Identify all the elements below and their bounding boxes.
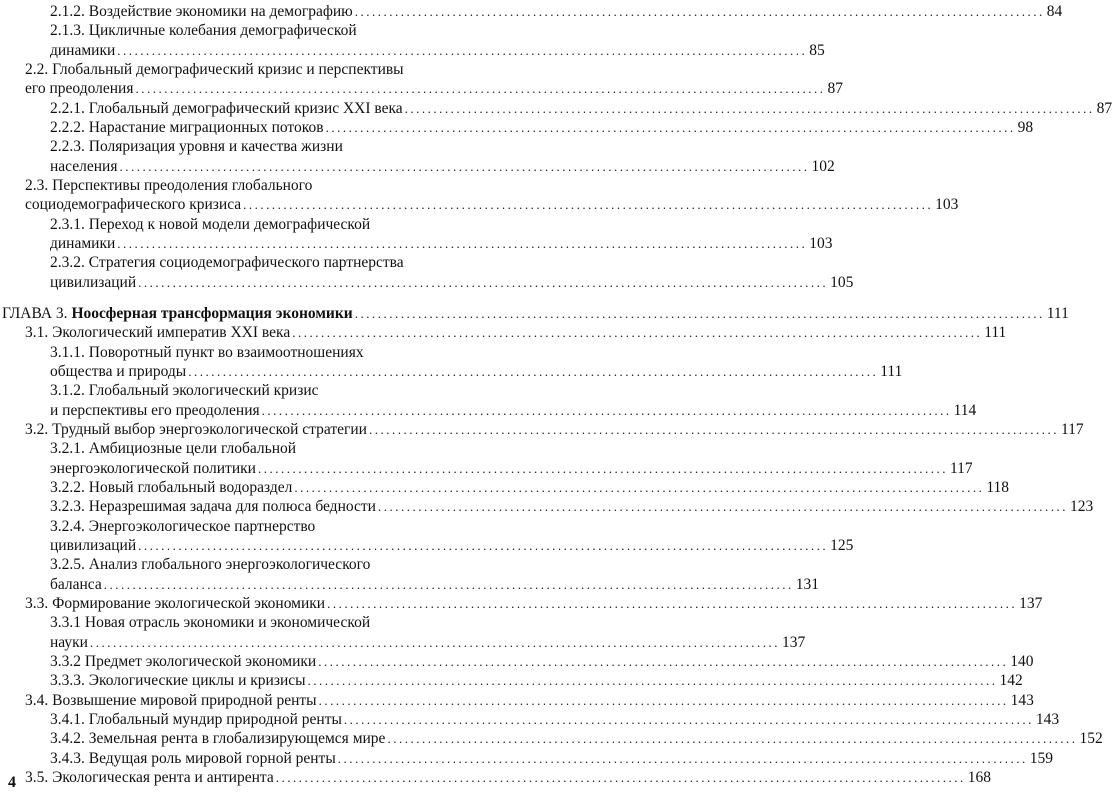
toc-entry: [50, 2, 1063, 22]
toc-entry-title: [25, 691, 317, 711]
toc-leader-dots: ........................................................................................................................: [318, 654, 1009, 669]
toc-entry-title: [50, 215, 370, 235]
toc-leader-dots: ........................................................................................................................: [138, 275, 829, 290]
toc-entry-text: 3.3.2 Предмет экологической экономики: [50, 653, 317, 670]
toc-entry-text: его преодоления: [25, 80, 134, 97]
toc-page-number: 137: [1019, 595, 1043, 612]
toc-page-number: 102: [811, 158, 835, 175]
toc-leader-dots: ........................................................................................................................: [243, 197, 934, 212]
toc-entry-text: 3.3. Формирование экологической экономики: [25, 595, 326, 612]
toc-entry-title: [50, 401, 260, 421]
toc-entry-title: [50, 536, 136, 556]
toc-entry-title: [25, 594, 325, 614]
toc-entry-text: 2.3.2. Стратегия социодемографического партнерства: [50, 254, 404, 271]
toc-entry-title: [50, 157, 117, 177]
toc-leader-dots: ........................................................................................................................: [368, 422, 1059, 437]
toc-entry: [50, 729, 1103, 749]
toc-entry-title: [25, 768, 274, 788]
toc-leader-dots: ........................................................................................................................: [343, 712, 1034, 727]
toc-entry: [50, 652, 1034, 672]
toc-entry: [50, 118, 1034, 138]
toc-page-number: 98: [1017, 119, 1034, 136]
toc-entry: [50, 497, 1094, 517]
toc-entry: [50, 575, 820, 595]
toc-page-number: 103: [935, 196, 959, 213]
toc-entry-title: [50, 517, 315, 537]
toc-leader-dots: ........................................................................................................................: [294, 480, 985, 495]
toc-entry-title: [50, 137, 343, 157]
toc-entry: [25, 195, 959, 215]
toc-page-number: 152: [1079, 730, 1103, 747]
toc-entry-text: 2.2.3. Поляризация уровня и качества жизни: [50, 138, 343, 155]
toc-entry-title: [50, 459, 256, 479]
toc-page-number: 84: [1046, 3, 1063, 20]
toc-entry-title: [50, 234, 115, 254]
toc-entry: [50, 749, 1053, 769]
toc-page-number: 137: [781, 634, 806, 651]
toc-chapter-title: Ноосферная трансформация экономики: [71, 305, 353, 322]
toc-entry-title: [50, 710, 342, 730]
toc-entry-text: 3.1.1. Поворотный пункт во взаимоотношениях: [50, 344, 364, 361]
toc-entry: [50, 215, 496, 235]
toc-entry: [50, 253, 496, 273]
toc-entry-title: [50, 381, 319, 401]
toc-page-number: 87: [1096, 100, 1112, 117]
toc-entry-title: [50, 343, 364, 363]
toc-entry-text: 3.2.1. Амбициозные цели глобальной: [50, 440, 297, 457]
toc-entry-text: баланса: [50, 576, 102, 593]
toc-leader-dots: ........................................................................................................................: [103, 577, 794, 592]
toc-entry: [2, 304, 1069, 324]
toc-leader-dots: ........................................................................................................................: [354, 4, 1045, 19]
toc-entry: [50, 671, 1023, 691]
toc-entry-text: 2.3.1. Переход к новой модели демографической: [50, 216, 371, 233]
toc-entry-text: 3.3.1 Новая отрасль экономики и экономической: [50, 614, 371, 631]
toc-leader-dots: ........................................................................................................................: [327, 596, 1018, 611]
toc-page-number: 143: [1035, 711, 1060, 728]
toc-entry-text: динамики: [50, 42, 116, 59]
toc-entry-text: 3.1.2. Глобальный экологический кризис: [50, 382, 319, 399]
toc-page-number: 111: [1046, 305, 1069, 322]
toc-entry: [50, 41, 825, 61]
toc-entry: [50, 137, 496, 157]
toc-leader-dots: ........................................................................................................................: [138, 538, 829, 553]
toc-entry-text: ГЛАВА 3.: [2, 305, 72, 322]
toc-entry-text: 3.1. Экологический императив XXI века: [25, 324, 291, 341]
toc-leader-dots: ........................................................................................................................: [292, 325, 983, 340]
toc-entry-text: 3.5. Экологическая рента и антирента: [25, 769, 274, 786]
toc-entry: [50, 536, 854, 556]
toc-entry-title: [50, 118, 324, 138]
toc-entry-text: 3.2.4. Энергоэкологическое партнерство: [50, 518, 316, 535]
toc-leader-dots: ........................................................................................................................: [318, 693, 1009, 708]
toc-entry: [50, 710, 1060, 730]
toc-page-number: 143: [1010, 692, 1034, 709]
toc-entry-text: 3.2.3. Неразрешимая задача для полюса бедности: [50, 498, 376, 515]
toc-entry: [50, 273, 854, 293]
toc-entry: [25, 420, 1084, 440]
toc-entry: [25, 323, 1007, 343]
toc-entry-text: социодемографического кризиса: [25, 196, 242, 213]
toc-entry-title: [50, 749, 336, 769]
toc-entry-text: 2.3. Перспективы преодоления глобального: [25, 177, 313, 194]
toc-entry-text: 2.2. Глобальный демографический кризис и перспективы: [25, 61, 404, 78]
toc-page-number: 125: [830, 537, 854, 554]
toc-entry-title: [25, 323, 290, 343]
toc-page-number: 142: [999, 672, 1023, 689]
toc-entry-title: [25, 79, 133, 99]
toc-entry: [50, 157, 835, 177]
toc-entry-title: [25, 176, 312, 196]
toc-leader-dots: ........................................................................................................................: [387, 731, 1078, 746]
toc-entry: [25, 594, 1043, 614]
toc-entry-title: [50, 633, 88, 653]
toc-page-number: 140: [1010, 653, 1034, 670]
toc-entry-title: [50, 99, 403, 119]
toc-leader-dots: ........................................................................................................................: [119, 159, 810, 174]
toc-leader-dots: ........................................................................................................................: [275, 770, 966, 785]
toc-leader-dots: ........................................................................................................................: [377, 499, 1068, 514]
toc-page-number: 117: [949, 460, 973, 477]
toc-entry-title: [50, 652, 316, 672]
toc-entry-text: 2.1.2. Воздействие экономики на демографию: [50, 3, 353, 20]
toc-page-number: 168: [967, 769, 991, 786]
toc-entry-title: [25, 420, 367, 440]
toc-entry: [25, 79, 843, 99]
toc-entry: [50, 381, 496, 401]
toc-entry: [50, 517, 496, 537]
toc-entry-title: [50, 273, 136, 293]
toc-entry-text: 3.4.3. Ведущая роль мировой горной ренты: [50, 750, 336, 767]
toc-entry: [50, 555, 496, 575]
toc-leader-dots: ........................................................................................................................: [117, 43, 808, 58]
toc-entry-text: динамики: [50, 235, 116, 252]
toc-entry-text: 3.2.2. Новый глобальный водораздел: [50, 479, 293, 496]
toc-entry: [50, 234, 833, 254]
toc-entry-text: цивилизаций: [50, 537, 137, 554]
toc-entry-text: 3.2. Трудный выбор энергоэкологической стратегии: [25, 421, 367, 438]
toc-page-number: 118: [986, 479, 1010, 496]
page-number: 4: [8, 774, 16, 791]
toc-entry: [50, 478, 1010, 498]
toc-entry-title: [50, 729, 385, 749]
toc-page-number: 87: [827, 80, 843, 97]
toc-entry-text: цивилизаций: [50, 274, 137, 291]
toc-page-number: 159: [1029, 750, 1053, 767]
toc-leader-dots: ........................................................................................................................: [404, 101, 1095, 116]
toc-entry-text: 3.4. Возвышение мировой природной ренты: [25, 692, 317, 709]
toc-entry: [50, 613, 496, 633]
toc-leader-dots: ........................................................................................................................: [354, 306, 1045, 321]
toc-entry: [50, 459, 973, 479]
toc-entry-title: [2, 304, 353, 324]
toc-leader-dots: ........................................................................................................................: [307, 673, 998, 688]
toc-entry-title: [50, 613, 370, 633]
toc-entry-title: [50, 671, 306, 691]
toc-entry-title: [25, 60, 404, 80]
toc-entry-title: [25, 195, 241, 215]
toc-entry: [50, 99, 1112, 119]
toc-entry-text: общества и природы: [50, 363, 187, 380]
toc-page-number: 114: [953, 402, 977, 419]
toc-entry-title: [50, 497, 376, 517]
toc-entry-title: [50, 575, 102, 595]
toc-entry-text: 3.4.1. Глобальный мундир природной ренты: [50, 711, 342, 728]
toc-entry-text: 3.2.5. Анализ глобального энергоэкологического: [50, 556, 371, 573]
toc-entry-text: 2.2.2. Нарастание миграционных потоков: [50, 119, 324, 136]
toc-entry-title: [50, 362, 186, 382]
toc-leader-dots: ........................................................................................................................: [117, 236, 808, 251]
toc-leader-dots: ........................................................................................................................: [89, 635, 780, 650]
toc-entry-title: [50, 253, 404, 273]
toc-entry-title: [50, 555, 370, 575]
toc-entry-title: [50, 439, 296, 459]
toc-page-number: 85: [809, 42, 825, 59]
toc-entry-title: [50, 21, 357, 41]
toc-leader-dots: ........................................................................................................................: [325, 120, 1016, 135]
toc-entry: [25, 60, 496, 80]
toc-entry: [25, 768, 991, 788]
toc-entry-text: 2.2.1. Глобальный демографический кризис XXI века: [50, 100, 403, 117]
toc-page-number: 117: [1060, 421, 1084, 438]
toc-page-number: 131: [795, 576, 820, 593]
toc-page-number: 111: [880, 363, 903, 380]
toc-entry: [50, 633, 806, 653]
toc-entry-title: [50, 478, 292, 498]
toc-entry: [50, 401, 977, 421]
toc-entry-text: 2.1.3. Цикличные колебания демографической: [50, 22, 357, 39]
toc-entry: [50, 21, 496, 41]
toc-leader-dots: ........................................................................................................................: [337, 751, 1028, 766]
toc-leader-dots: ........................................................................................................................: [257, 461, 948, 476]
toc-entry-text: науки: [50, 634, 88, 651]
toc-entry-text: 3.3.3. Экологические циклы и кризисы: [50, 672, 306, 689]
toc-entry: [50, 362, 903, 382]
toc-page-number: 105: [830, 274, 854, 291]
toc-entry-title: [50, 41, 115, 61]
toc-page-number: 103: [809, 235, 833, 252]
toc-entry-text: 3.4.2. Земельная рента в глобализирующемся мире: [50, 730, 386, 747]
toc-entry: [25, 176, 496, 196]
toc-entry-text: энергоэкологической политики: [50, 460, 256, 477]
toc-entry: [25, 691, 1034, 711]
toc-entry: [50, 439, 496, 459]
toc-entry-text: и перспективы его преодоления: [50, 402, 260, 419]
toc-entry-title: [50, 2, 353, 22]
toc-entry-text: населения: [50, 158, 118, 175]
toc-page-number: 123: [1069, 498, 1094, 515]
toc-leader-dots: ........................................................................................................................: [188, 364, 879, 379]
toc-leader-dots: ........................................................................................................................: [261, 403, 952, 418]
toc-leader-dots: ........................................................................................................................: [135, 81, 826, 96]
toc-page-number: 111: [984, 324, 1007, 341]
toc-entry: [50, 343, 496, 363]
